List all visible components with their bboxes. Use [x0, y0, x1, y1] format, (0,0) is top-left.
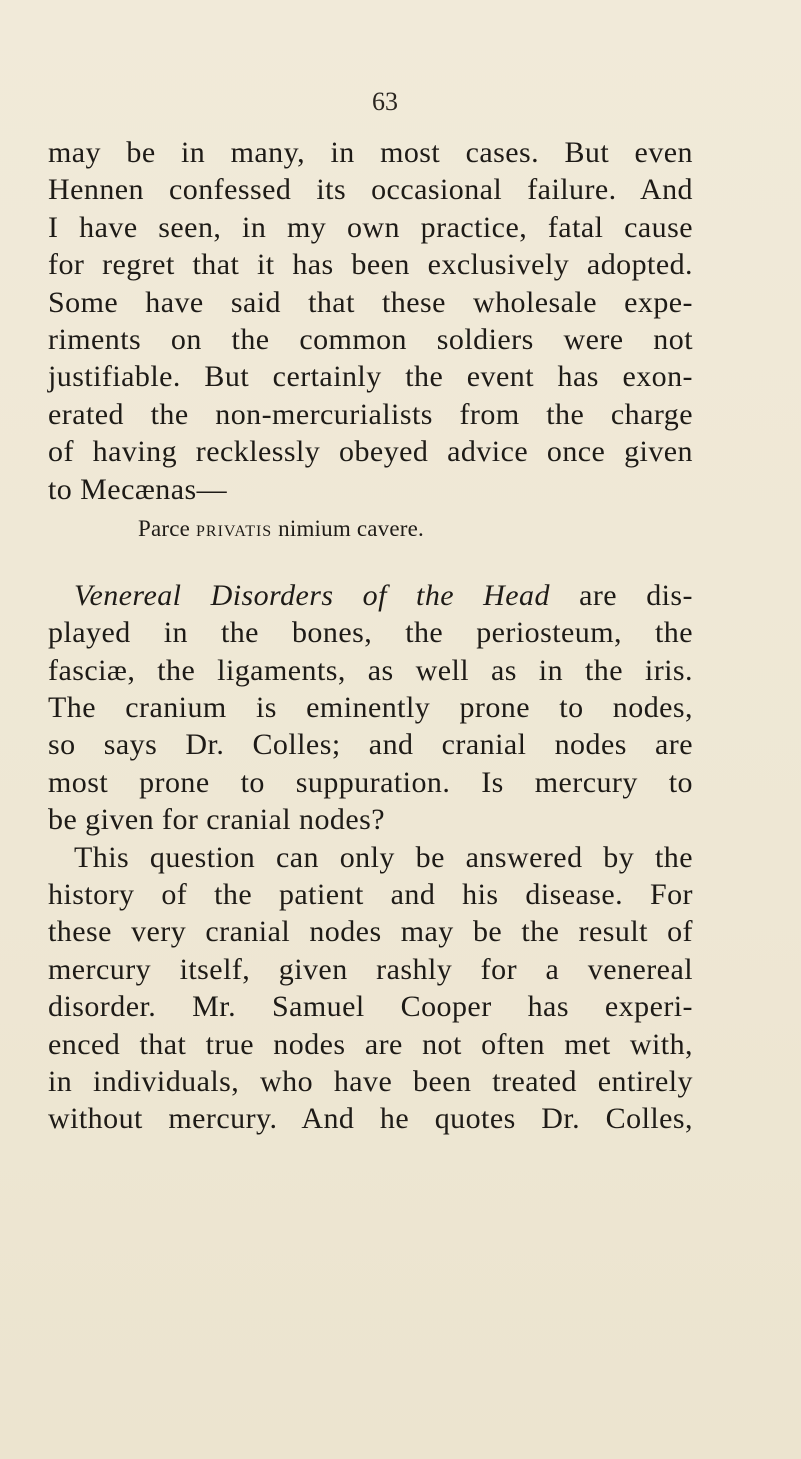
- text-line: may be in many, in most cases. But even: [48, 136, 693, 169]
- text-line: in individuals, who have been treated entirely: [48, 1064, 693, 1098]
- italic-heading: Venereal Disorders of the Head: [74, 578, 550, 612]
- paragraph-3: [48, 839, 693, 1138]
- text-line: history of the patient and his disease. For: [48, 878, 693, 912]
- text-line: [48, 577, 693, 614]
- body-text: [48, 134, 693, 1138]
- text-line: for regret that it has been exclusively adopted.: [48, 248, 693, 282]
- paragraph-2: [48, 577, 693, 839]
- text-line: justifiable. But certainly the event has exon-: [48, 360, 693, 394]
- motto-before: Parce: [138, 515, 197, 541]
- text-line: of having recklessly obeyed advice once given: [48, 435, 693, 469]
- text-line: I have seen, in my own practice, fatal cause: [48, 210, 693, 244]
- text-line: Some have said that these wholesale expe-: [48, 285, 693, 319]
- text-line: Hennen confessed its occasional failure. And: [48, 173, 693, 207]
- text-line: erated the non-mercurialists from the charge: [48, 397, 693, 431]
- motto-smallcaps: privatis: [196, 515, 273, 541]
- text-line: enced that true nodes are not often met with,: [48, 1027, 693, 1061]
- text-line: these very cranial nodes may be the result of: [48, 915, 693, 949]
- heading-line-rest: are dis-: [549, 578, 693, 612]
- paragraph-1: [48, 134, 693, 508]
- text-line: riments on the common soldiers were not: [48, 322, 693, 356]
- text-line: to Mecænas—: [48, 472, 228, 506]
- text-line: This question can only be answered by the: [74, 840, 693, 874]
- motto-after: nimium cavere.: [272, 515, 425, 541]
- text-line: The cranium is eminently prone to nodes,: [48, 691, 693, 725]
- text-line: played in the bones, the periosteum, the: [48, 616, 693, 650]
- page-number: 63: [372, 87, 398, 116]
- text-line: so says Dr. Colles; and cranial nodes are: [48, 728, 693, 762]
- text-line: without mercury. And he quotes Dr. Colles,: [48, 1102, 693, 1136]
- text-line: fasciæ, the ligaments, as well as in the iris.: [48, 653, 693, 687]
- latin-motto: [48, 514, 693, 544]
- text-line: be given for cranial nodes?: [48, 803, 386, 837]
- text-line: mercury itself, given rashly for a venereal: [48, 952, 693, 986]
- text-line: most prone to suppuration. Is mercury to: [48, 765, 693, 799]
- text-line: disorder. Mr. Samuel Cooper has experi-: [48, 990, 693, 1024]
